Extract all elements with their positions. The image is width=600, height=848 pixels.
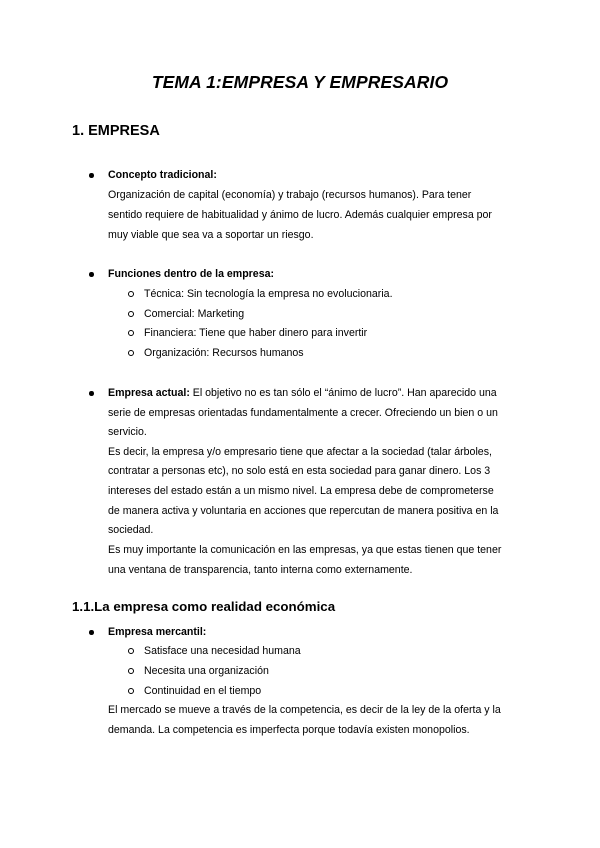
mercantil-item-1: Satisface una necesidad humana bbox=[144, 645, 301, 657]
bullet-concepto bbox=[89, 173, 94, 178]
actual-first-text: El objetivo no es tan sólo el “ánimo de lucro”. Han aparecido una bbox=[189, 387, 497, 399]
mercantil-line-1: El mercado se mueve a través de la competencia, es decir de la ley de la oferta y la bbox=[108, 704, 501, 716]
concepto-label: Concepto tradicional: bbox=[108, 169, 217, 181]
circle-bullet bbox=[128, 668, 134, 674]
bullet-actual bbox=[89, 391, 94, 396]
mercantil-line-2: demanda. La competencia es imperfecta porque todavía existen monopolios. bbox=[108, 724, 470, 736]
actual-line-8: sociedad. bbox=[108, 524, 154, 536]
circle-bullet bbox=[128, 291, 134, 297]
funciones-item-2: Comercial: Marketing bbox=[144, 308, 245, 320]
mercantil-item-3: Continuidad en el tiempo bbox=[144, 685, 262, 697]
funciones-item-3: Financiera: Tiene que haber dinero para invertir bbox=[144, 327, 368, 339]
section-heading-empresa: 1. EMPRESA bbox=[72, 123, 160, 139]
funciones-label: Funciones dentro de la empresa: bbox=[108, 268, 275, 280]
actual-line-5: contratar a personas etc), no solo está en esta sociedad para ganar dinero. Los 3 bbox=[108, 465, 491, 477]
page-title: TEMA 1:EMPRESA Y EMPRESARIO bbox=[151, 72, 449, 92]
circle-bullet bbox=[128, 311, 134, 317]
actual-label: Empresa actual: bbox=[108, 387, 190, 399]
actual-line-9: Es muy importante la comunicación en las empresas, ya que estas tienen que tener bbox=[108, 544, 502, 556]
circle-bullet bbox=[128, 330, 134, 336]
funciones-item-4: Organización: Recursos humanos bbox=[144, 347, 304, 359]
actual-line-2: serie de empresas orientadas fundamentalmente a crecer. Ofreciendo un bien o un bbox=[108, 407, 498, 419]
bullet-mercantil bbox=[89, 630, 94, 635]
actual-line-10: una ventana de transparencia, tanto interna como externamente. bbox=[108, 564, 413, 576]
circle-bullet bbox=[128, 688, 134, 694]
actual-line-4: Es decir, la empresa y/o empresario tiene que afectar a la sociedad (talar árboles, bbox=[108, 446, 492, 458]
concepto-line-2: sentido requiere de habitualidad y ánimo de lucro. Además cualquier empresa por bbox=[108, 209, 492, 221]
circle-bullet bbox=[128, 648, 134, 654]
bullet-funciones bbox=[89, 272, 94, 277]
concepto-line-3: muy viable que sea va a soportar un riesgo. bbox=[108, 229, 314, 241]
concepto-line-1: Organización de capital (economía) y trabajo (recursos humanos). Para tener bbox=[108, 189, 472, 201]
actual-line-3: servicio. bbox=[108, 426, 147, 438]
section-heading-realidad-economica: 1.1.La empresa como realidad económica bbox=[72, 599, 336, 614]
mercantil-label: Empresa mercantil: bbox=[108, 626, 207, 638]
circle-bullet bbox=[128, 350, 134, 356]
funciones-item-1: Técnica: Sin tecnología la empresa no evolucionaria. bbox=[144, 288, 393, 300]
actual-line-7: de manera activa y voluntaria en acciones que repercutan de manera positiva en la bbox=[108, 505, 499, 517]
actual-line-6: intereses del estado están a un mismo nivel. La empresa debe de comprometerse bbox=[108, 485, 494, 497]
mercantil-item-2: Necesita una organización bbox=[144, 665, 269, 677]
actual-line-first bbox=[108, 387, 497, 400]
